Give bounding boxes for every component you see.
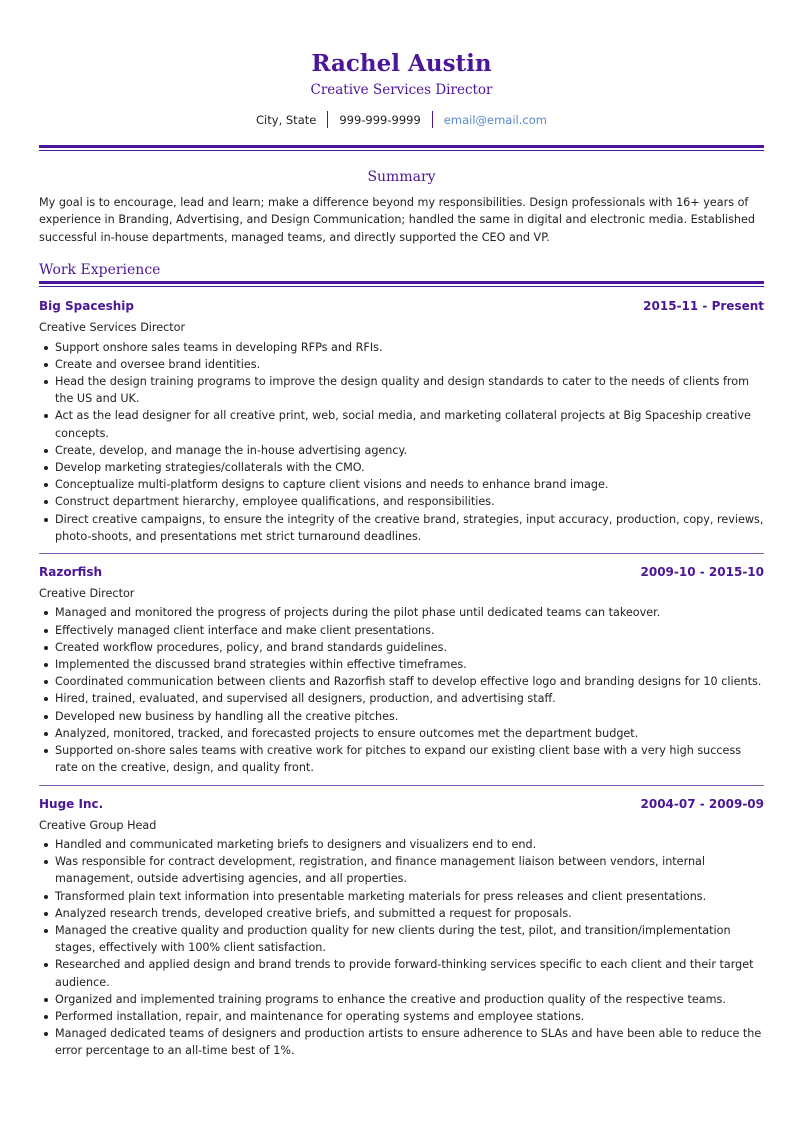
job-bullet — [39, 356, 764, 373]
job-header — [39, 298, 764, 315]
job-bullet — [39, 459, 764, 476]
bullet-dot-icon — [44, 1015, 48, 1019]
bullet-text: Handled and communicated marketing briefs to designers and visualizers end to end. — [55, 837, 537, 851]
bullet-text: Managed dedicated teams of designers and production artists to ensure adherence to SLAs and have been able to reduce the error percentage to an all-time best of 1%. — [55, 1027, 762, 1058]
bullet-dot-icon — [44, 380, 48, 384]
job-bullet — [39, 905, 764, 922]
phone-text: 999-999-9999 — [339, 112, 421, 127]
bullet-text: Head the design training programs to improve the design quality and design standards to cater to the needs of clients from the US and UK. — [55, 375, 750, 406]
job-entry — [39, 796, 764, 1060]
bullet-dot-icon — [44, 518, 48, 522]
email-link[interactable]: email@email.com — [443, 112, 547, 127]
job-bullet-list — [39, 604, 764, 776]
job-dates: 2009-10 - 2015-10 — [640, 565, 764, 580]
job-bullet — [39, 339, 764, 356]
candidate-name: Rachel Austin — [311, 50, 492, 77]
job-bullet — [39, 511, 764, 545]
bullet-text: Organized and implemented training programs to enhance the creative and production quality of the respective teams. — [55, 992, 726, 1006]
bullet-text: Managed and monitored the progress of projects during the pilot phase until dedicated teams can takeover. — [55, 606, 661, 620]
bullet-dot-icon — [44, 500, 48, 504]
bullet-text: Direct creative campaigns, to ensure the integrity of the creative brand, strategies, input accuracy, production, copy, reviews, photo-shoots, and presentations met strict turnaround deadlines. — [55, 512, 764, 543]
bullet-dot-icon — [44, 998, 48, 1002]
bullet-dot-icon — [44, 611, 48, 615]
bullet-text: Support onshore sales teams in developing RFPs and RFIs. — [55, 340, 383, 354]
bullet-dot-icon — [44, 860, 48, 864]
bullet-text: Researched and applied design and brand trends to provide forward-thinking services specific to each client and their target audience. — [55, 958, 754, 989]
bullet-dot-icon — [44, 963, 48, 967]
bullet-dot-icon — [44, 663, 48, 667]
job-role: Creative Director — [39, 587, 135, 601]
header-divider — [39, 145, 764, 151]
bullet-dot-icon — [44, 912, 48, 916]
job-bullet — [39, 1025, 764, 1059]
bullet-dot-icon — [44, 646, 48, 650]
contact-divider — [432, 111, 433, 128]
candidate-title: Creative Services Director — [310, 82, 493, 98]
bullet-dot-icon — [44, 629, 48, 633]
job-bullet-list — [39, 339, 764, 545]
bullet-text: Managed the creative quality and production quality for new clients during the test, pilot, and transition/implementation stages, effectively with 100% client satisfaction. — [55, 923, 731, 955]
company-name: Huge Inc. — [39, 796, 104, 811]
bullet-text: Develop marketing strategies/collaterals with the CMO. — [55, 461, 365, 475]
bullet-text: Hired, trained, evaluated, and supervised all designers, production, and advertising staff. — [55, 692, 556, 706]
job-bullet — [39, 742, 764, 776]
job-bullet — [39, 853, 764, 887]
job-role: Creative Group Head — [39, 818, 157, 832]
bullet-dot-icon — [44, 929, 48, 933]
job-bullet — [39, 991, 764, 1008]
job-bullet-list — [39, 836, 764, 1060]
job-divider — [39, 553, 764, 554]
bullet-dot-icon — [44, 466, 48, 470]
company-name: Big Spaceship — [39, 299, 134, 314]
bullet-dot-icon — [44, 346, 48, 350]
bullet-text: Analyzed, monitored, tracked, and forecasted projects to ensure outcomes met the department budget. — [55, 726, 639, 740]
job-entry — [39, 298, 764, 545]
job-bullet — [39, 476, 764, 493]
resume-page — [39, 0, 764, 1060]
job-bullet — [39, 639, 764, 656]
contact-divider — [327, 111, 328, 128]
bullet-text: Construct department hierarchy, employee qualifications, and responsibilities. — [55, 495, 495, 509]
work-experience-divider — [39, 281, 764, 287]
bullet-text: Coordinated communication between clients and Razorfish staff to develop effective logo and branding designs for 10 clients. — [55, 675, 762, 689]
bullet-text: Analyzed research trends, developed creative briefs, and submitted a request for proposals. — [55, 906, 572, 920]
bullet-text: Was responsible for contract development, registration, and finance management liaison between vendors, internal management, outside advertising agencies, and all properties. — [55, 855, 706, 886]
job-bullet — [39, 656, 764, 673]
bullet-dot-icon — [44, 483, 48, 487]
summary-text: My goal is to encourage, lead and learn; make a difference beyond my responsibilities. Design professionals with 16+ years of experience in Branding, Advertising, and Design Communication; handled the same in digital and electronic media. Established successful in-house departments, managed teams, and directly supported the CEO and VP. — [39, 196, 755, 244]
job-bullet — [39, 708, 764, 725]
job-bullet — [39, 725, 764, 742]
bullet-dot-icon — [44, 732, 48, 736]
job-bullet — [39, 1008, 764, 1025]
bullet-text: Act as the lead designer for all creative print, web, social media, and marketing collateral projects at Big Spaceship creative concepts. — [55, 409, 751, 440]
bullet-text: Create, develop, and manage the in-house advertising agency. — [55, 443, 408, 457]
job-divider — [39, 785, 764, 786]
job-dates: 2004-07 - 2009-09 — [640, 796, 764, 811]
bullet-text: Transformed plain text information into presentable marketing materials for press releases and client presentations. — [55, 889, 707, 903]
job-list — [39, 298, 764, 1059]
bullet-dot-icon — [44, 449, 48, 453]
bullet-dot-icon — [44, 363, 48, 367]
job-bullet — [39, 956, 764, 990]
job-header — [39, 564, 764, 581]
job-bullet — [39, 493, 764, 510]
job-bullet — [39, 442, 764, 459]
job-entry — [39, 564, 764, 776]
work-experience-heading: Work Experience — [39, 262, 161, 279]
bullet-text: Developed new business by handling all the creative pitches. — [55, 709, 399, 723]
bullet-dot-icon — [44, 697, 48, 701]
bullet-text: Performed installation, repair, and maintenance for operating systems and employee stations. — [55, 1009, 585, 1023]
bullet-dot-icon — [44, 749, 48, 753]
job-bullet — [39, 373, 764, 407]
bullet-text: Implemented the discussed brand strategies within effective timeframes. — [55, 658, 467, 672]
bullet-text: Supported on-shore sales teams with creative work for pitches to expand our existing client base with a very high success rate on the creative, design, and quality front. — [55, 744, 742, 775]
contact-row — [39, 111, 764, 128]
summary-heading: Summary — [367, 169, 436, 185]
job-header — [39, 796, 764, 813]
company-name: Razorfish — [39, 565, 103, 580]
bullet-text: Effectively managed client interface and make client presentations. — [55, 623, 435, 637]
bullet-dot-icon — [44, 715, 48, 719]
job-dates: 2015-11 - Present — [643, 299, 764, 314]
job-bullet — [39, 673, 764, 690]
job-bullet — [39, 622, 764, 639]
job-bullet — [39, 922, 764, 956]
location-text: City, State — [256, 112, 317, 127]
bullet-dot-icon — [44, 680, 48, 684]
job-bullet — [39, 690, 764, 707]
job-bullet — [39, 604, 764, 621]
bullet-text: Create and oversee brand identities. — [55, 357, 261, 371]
job-bullet — [39, 407, 764, 441]
bullet-dot-icon — [44, 843, 48, 847]
job-bullet — [39, 888, 764, 905]
bullet-text: Created workflow procedures, policy, and brand standards guidelines. — [55, 640, 448, 654]
job-bullet — [39, 836, 764, 853]
bullet-dot-icon — [44, 414, 48, 418]
bullet-text: Conceptualize multi-platform designs to capture client visions and needs to enhance brand image. — [55, 478, 609, 492]
bullet-dot-icon — [44, 1032, 48, 1036]
job-role: Creative Services Director — [39, 321, 186, 335]
bullet-dot-icon — [44, 895, 48, 899]
